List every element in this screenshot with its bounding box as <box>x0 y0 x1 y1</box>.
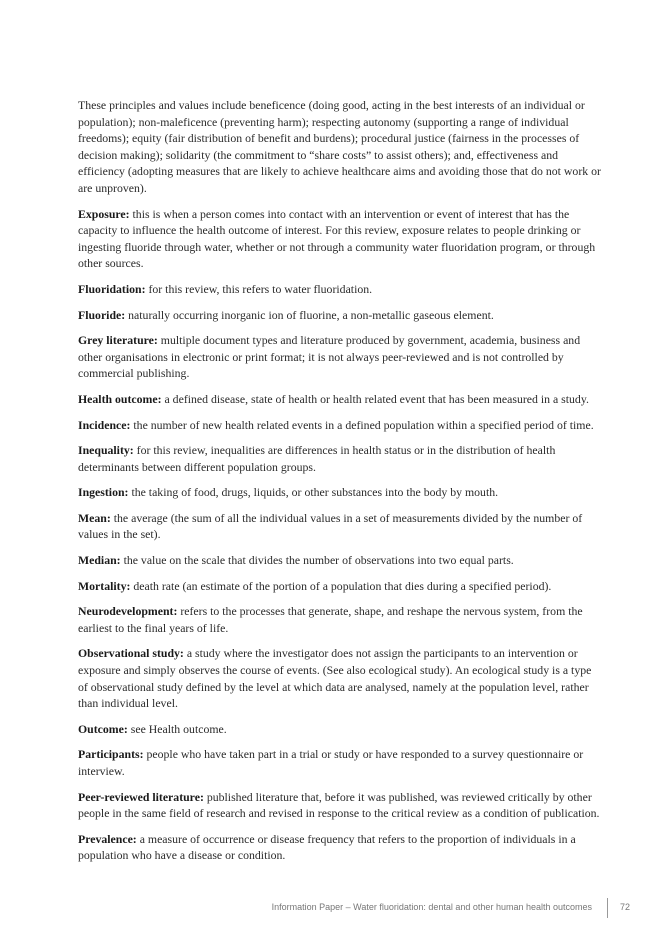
glossary-entry <box>78 789 604 822</box>
glossary-definition: multiple document types and literature produced by government, academia, business and other organisations in electronic or print format; it is not always peer-reviewed and is not controlled by commercial publishing. <box>78 333 581 381</box>
glossary-term: Incidence: <box>78 417 131 432</box>
footer-title: Information Paper – Water fluoridation: dental and other human health outcomes <box>271 902 592 912</box>
glossary-definition: this is when a person comes into contact with an intervention or event of interest that has the capacity to influence the health outcome of interest. For this review, exposure relates to people drinking or ingesting fluoride through water, whether or not through a community water fluoridation program, or through other sources. <box>78 206 596 271</box>
glossary-definition: the number of new health related events in a defined population within a specified period of time. <box>133 417 594 432</box>
footer-divider <box>607 898 608 918</box>
glossary-entry <box>78 645 604 711</box>
glossary-definition: the value on the scale that divides the number of observations into two equal parts. <box>123 553 514 568</box>
glossary-term: Prevalence: <box>78 831 137 846</box>
glossary-definition: a study where the investigator does not assign the participants to an intervention or exposure and simply observes the course of events. (See also ecological study). An ecological study is a type of observational study defined by the level at which data are analysed, namely at the population level, rather than individual level. <box>78 646 592 711</box>
glossary-entry <box>78 484 604 501</box>
glossary-term: Outcome: <box>78 721 128 736</box>
intro-paragraph: These principles and values include beneficence (doing good, acting in the best interests of an individual or population); non-maleficence (preventing harm); respecting autonomy (supporting a range of individual freedoms); equity (fair distribution of benefit and burdens); procedural justice (fairness in the processes of decision making); solidarity (the commitment to “share costs” to assist others); and, effectiveness and efficiency (adopting measures that are likely to achieve healthcare aims and avoiding those that do not work or are unproven). <box>78 98 601 195</box>
glossary-entry <box>78 721 604 738</box>
glossary-entry <box>78 281 604 298</box>
glossary-term: Fluoridation: <box>78 281 146 296</box>
glossary-term: Health outcome: <box>78 391 162 406</box>
glossary-term: Neurodevelopment: <box>78 604 178 619</box>
glossary-term: Participants: <box>78 747 144 762</box>
glossary-term: Inequality: <box>78 443 134 458</box>
page-number: 72 <box>620 902 631 912</box>
glossary-term: Fluoride: <box>78 307 126 322</box>
glossary-definition: published literature that, before it was published, was reviewed critically by other people in the same field of research and revised in response to the critical review as a condition of publication. <box>78 789 600 821</box>
glossary-term: Grey literature: <box>78 333 158 348</box>
glossary-definition: the taking of food, drugs, liquids, or other substances into the body by mouth. <box>131 485 499 500</box>
glossary-entry <box>78 578 604 595</box>
glossary-list <box>78 206 604 864</box>
glossary-definition: a defined disease, state of health or health related event that has been measured in a study. <box>164 391 589 406</box>
glossary-term: Median: <box>78 553 121 568</box>
glossary-entry <box>78 307 604 324</box>
glossary-entry <box>78 510 604 543</box>
glossary-entry <box>78 417 604 434</box>
glossary-definition: the average (the sum of all the individual values in a set of measurements divided by the number of values in the set). <box>78 510 583 542</box>
glossary-entry <box>78 552 604 569</box>
glossary-definition: for this review, inequalities are differences in health status or in the distribution of health determinants between different population groups. <box>78 443 556 474</box>
glossary-entry <box>78 206 604 272</box>
page-footer <box>0 898 662 920</box>
glossary-entry <box>78 831 604 864</box>
glossary-definition: refers to the processes that generate, shape, and reshape the nervous system, from the earliest to the final years of life. <box>78 604 583 635</box>
glossary-definition: for this review, this refers to water fluoridation. <box>148 281 373 296</box>
glossary-term: Exposure: <box>78 206 130 221</box>
glossary-entry <box>78 442 604 475</box>
glossary-term: Peer-reviewed literature: <box>78 789 204 804</box>
glossary-definition: a measure of occurrence or disease frequency that refers to the proportion of individuals in a population who have a disease or condition. <box>78 831 576 863</box>
glossary-definition: naturally occurring inorganic ion of fluorine, a non-metallic gaseous element. <box>128 307 494 322</box>
glossary-definition: people who have taken part in a trial or study or have responded to a survey questionnaire or interview. <box>78 747 584 778</box>
glossary-definition: death rate (an estimate of the portion of a population that dies during a specified period). <box>133 578 552 593</box>
glossary-entry <box>78 603 604 636</box>
glossary-term: Ingestion: <box>78 485 129 500</box>
glossary-entry <box>78 391 604 408</box>
glossary-entry <box>78 332 604 382</box>
glossary-term: Observational study: <box>78 646 184 661</box>
glossary-term: Mortality: <box>78 578 131 593</box>
glossary-content <box>78 97 604 873</box>
glossary-definition: see Health outcome. <box>130 721 227 736</box>
glossary-term: Mean: <box>78 510 111 525</box>
glossary-entry <box>78 746 604 779</box>
